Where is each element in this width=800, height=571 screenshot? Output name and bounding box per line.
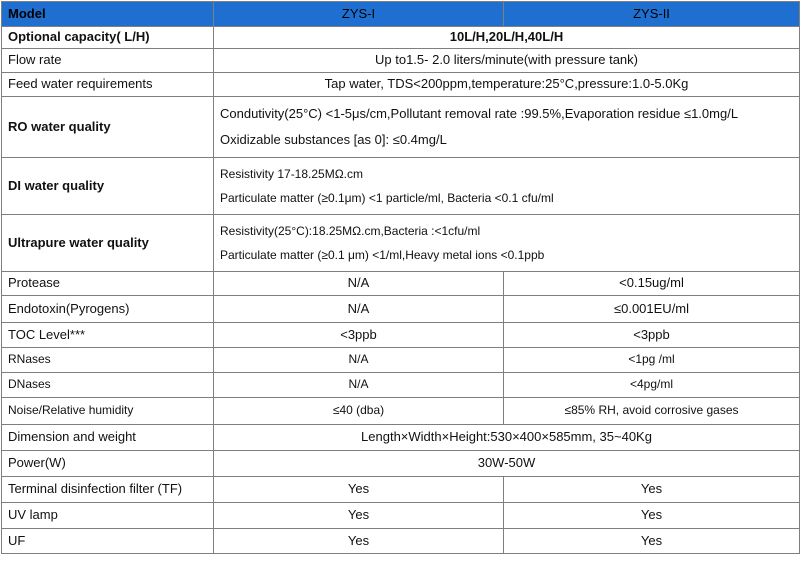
table-row — [2, 27, 800, 49]
table-row — [2, 215, 800, 272]
row-label: Optional capacity( L/H) — [2, 27, 214, 49]
cell-zys-1: N/A — [214, 296, 504, 323]
cell-zys-2: ≤0.001EU/ml — [504, 296, 800, 323]
table-row — [2, 323, 800, 348]
row-label: Dimension and weight — [2, 425, 214, 451]
table-row — [2, 348, 800, 373]
cell-zys-2: Yes — [504, 503, 800, 529]
cell-zys-1: <3ppb — [214, 323, 504, 348]
cell-zys-1: N/A — [214, 272, 504, 296]
row-label: RO water quality — [2, 97, 214, 158]
row-value: Up to1.5- 2.0 liters/minute(with pressure tank) — [214, 49, 800, 73]
row-label: UV lamp — [2, 503, 214, 529]
table-row — [2, 373, 800, 398]
row-label: Flow rate — [2, 49, 214, 73]
row-value — [214, 97, 800, 158]
value-line: Resistivity 17-18.25MΩ.cm — [220, 167, 364, 181]
header-row — [2, 2, 800, 27]
cell-zys-2: <3ppb — [504, 323, 800, 348]
row-label: Ultrapure water quality — [2, 215, 214, 272]
table-row — [2, 477, 800, 503]
table-row — [2, 503, 800, 529]
table-row — [2, 73, 800, 97]
table-row — [2, 158, 800, 215]
table-row — [2, 296, 800, 323]
row-label: TOC Level*** — [2, 323, 214, 348]
row-label: Protease — [2, 272, 214, 296]
header-model: Model — [2, 2, 214, 27]
row-label: UF — [2, 529, 214, 554]
cell-zys-1: Yes — [214, 477, 504, 503]
value-line: Oxidizable substances [as 0]: ≤0.4mg/L — [220, 132, 447, 147]
header-zys-2: ZYS-II — [504, 2, 800, 27]
value-line: Resistivity(25°C):18.25MΩ.cm,Bacteria :<1cfu/ml — [220, 224, 481, 238]
row-value: Tap water, TDS<200ppm,temperature:25°C,pressure:1.0-5.0Kg — [214, 73, 800, 97]
table-row — [2, 425, 800, 451]
row-value: 30W-50W — [214, 451, 800, 477]
row-label: DNases — [2, 373, 214, 398]
table-row — [2, 97, 800, 158]
cell-zys-1: Yes — [214, 503, 504, 529]
value-line: Particulate matter (≥0.1 μm) <1/ml,Heavy metal ions <0.1ppb — [220, 248, 545, 262]
spec-table — [1, 1, 800, 554]
table-row — [2, 49, 800, 73]
cell-zys-2: Yes — [504, 529, 800, 554]
row-value — [214, 215, 800, 272]
row-value: Length×Width×Height:530×400×585mm, 35~40Kg — [214, 425, 800, 451]
row-label: Endotoxin(Pyrogens) — [2, 296, 214, 323]
cell-zys-1: ≤40 (dba) — [214, 398, 504, 425]
header-zys-1: ZYS-I — [214, 2, 504, 27]
row-label: Power(W) — [2, 451, 214, 477]
row-label: RNases — [2, 348, 214, 373]
value-line: Condutivity(25°C) <1-5μs/cm,Pollutant removal rate :99.5%,Evaporation residue ≤1.0mg/L — [220, 106, 739, 121]
table-row — [2, 529, 800, 554]
cell-zys-1: Yes — [214, 529, 504, 554]
row-label: Noise/Relative humidity — [2, 398, 214, 425]
table-row — [2, 451, 800, 477]
row-value: 10L/H,20L/H,40L/H — [214, 27, 800, 49]
cell-zys-2: <4pg/ml — [504, 373, 800, 398]
table-row — [2, 272, 800, 296]
row-value — [214, 158, 800, 215]
cell-zys-2: ≤85% RH, avoid corrosive gases — [504, 398, 800, 425]
cell-zys-2: <1pg /ml — [504, 348, 800, 373]
table-row — [2, 398, 800, 425]
row-label: Terminal disinfection filter (TF) — [2, 477, 214, 503]
cell-zys-1: N/A — [214, 373, 504, 398]
cell-zys-2: <0.15ug/ml — [504, 272, 800, 296]
value-line: Particulate matter (≥0.1μm) <1 particle/ml, Bacteria <0.1 cfu/ml — [220, 191, 554, 205]
row-label: Feed water requirements — [2, 73, 214, 97]
cell-zys-2: Yes — [504, 477, 800, 503]
cell-zys-1: N/A — [214, 348, 504, 373]
row-label: DI water quality — [2, 158, 214, 215]
